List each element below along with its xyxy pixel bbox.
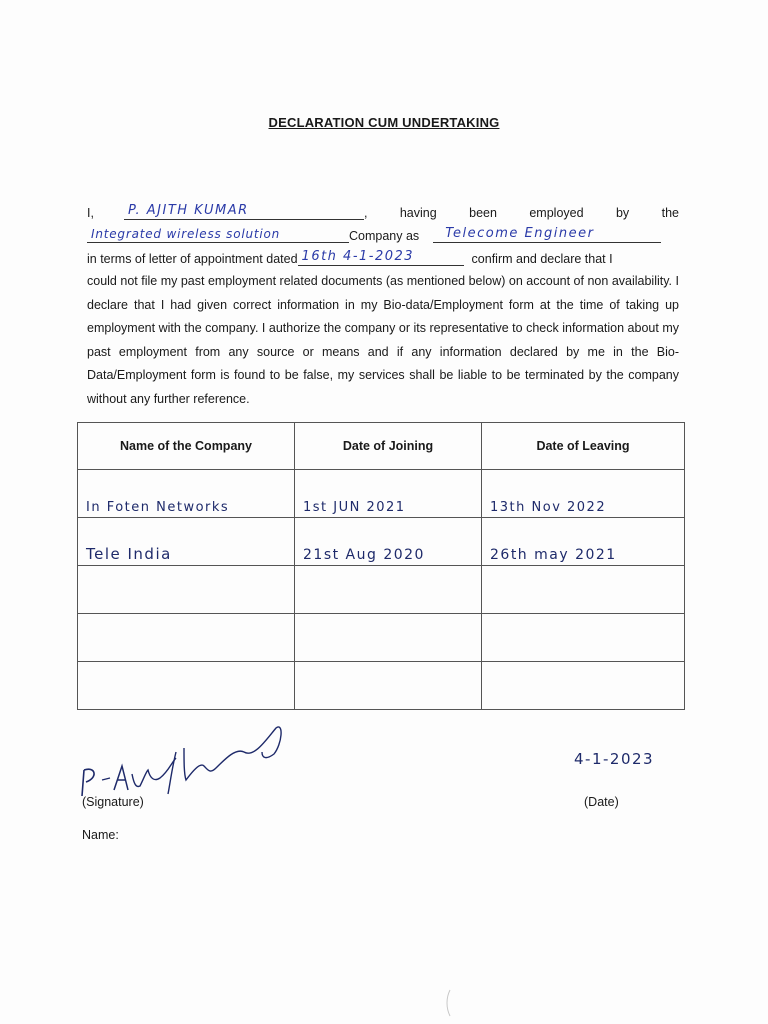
table-row <box>78 470 685 518</box>
table-row <box>78 662 685 710</box>
by-text: by <box>615 206 630 220</box>
the-text: the <box>661 206 679 220</box>
declaration-line-3 <box>87 249 679 266</box>
signature-scribble <box>76 718 296 798</box>
appointment-date-handwritten: 16th 4-1-2023 <box>301 249 415 264</box>
table-row <box>78 566 685 614</box>
company-field <box>87 226 349 243</box>
row-1-company: In Foten Networks <box>86 500 230 515</box>
name-label: Name: <box>82 828 119 842</box>
prefix-text: I, <box>87 206 94 220</box>
employed-text: employed <box>529 206 584 220</box>
name-handwritten: P. AJITH KUMAR <box>127 203 249 218</box>
header-company: Name of the Company <box>78 423 295 470</box>
declaration-line-1 <box>87 203 679 220</box>
table-row <box>78 518 685 566</box>
company-label: Company as <box>349 229 420 243</box>
date-handwritten: 4-1-2023 <box>574 750 655 768</box>
header-leaving: Date of Leaving <box>482 423 685 470</box>
row-2-joining: 21st Aug 2020 <box>303 547 425 563</box>
appointment-text: in terms of letter of appointment dated <box>87 252 298 266</box>
having-text: having <box>399 206 437 220</box>
confirm-text: confirm and declare that I <box>471 252 613 266</box>
document-title: DECLARATION CUM UNDERTAKING <box>268 115 500 130</box>
declaration-paragraph: could not file my past employment related documents (as mentioned below) on account of non availability. I declare that I had given correct information in my Bio-data/Employment form at the time of taking up employment with the company. I authorize the company or its representative to check information about my past employment from any source or means and if any information declared by me in the Bio-Data/Employment form is found to be false, my services shall be liable to be terminated by the company without any further reference. <box>87 274 679 406</box>
header-joining: Date of Joining <box>295 423 482 470</box>
comma-text: , <box>363 206 368 220</box>
pen-mark <box>444 988 454 1018</box>
been-text: been <box>469 206 497 220</box>
designation-field <box>433 226 661 243</box>
declaration-line-2 <box>87 226 679 243</box>
employment-table <box>77 422 685 710</box>
row-2-leaving: 26th may 2021 <box>490 547 617 563</box>
row-1-leaving: 13th Nov 2022 <box>490 500 607 515</box>
table-header-row <box>78 423 685 470</box>
designation-handwritten: Telecome Engineer <box>445 226 595 241</box>
table-row <box>78 614 685 662</box>
signature-label: (Signature) <box>82 795 144 809</box>
appointment-date-field <box>298 249 464 266</box>
row-2-company: Tele India <box>86 545 172 563</box>
row-1-joining: 1st JUN 2021 <box>303 500 406 515</box>
company-handwritten: Integrated wireless solution <box>91 227 281 241</box>
name-field <box>124 203 364 220</box>
date-label: (Date) <box>584 795 619 809</box>
